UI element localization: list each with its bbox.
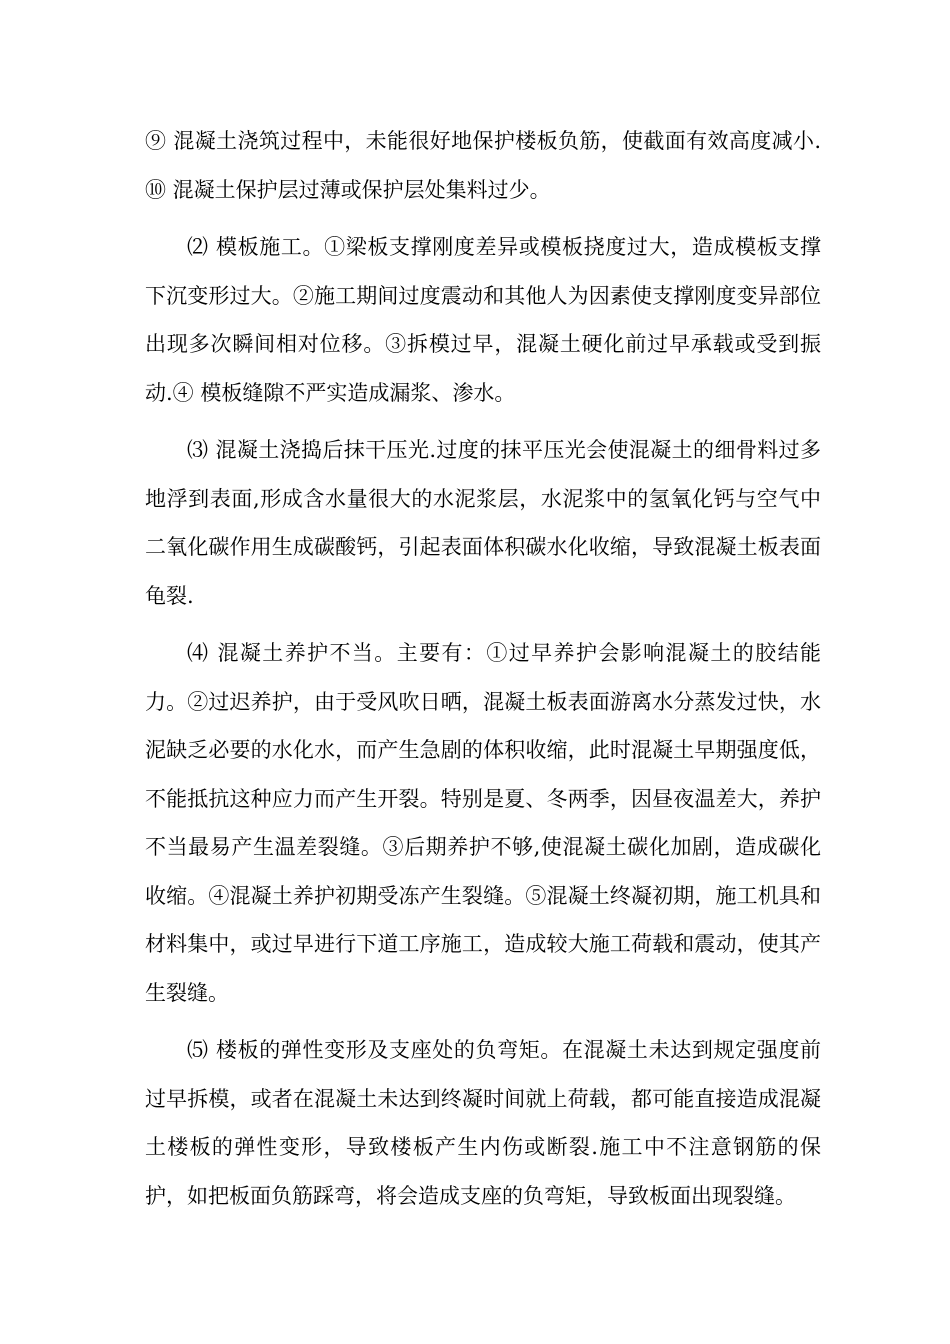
paragraph-elastic-deformation: ⑸ 楼板的弹性变形及支座处的负弯矩。在混凝土未达到规定强度前过早拆模，或者在混凝土未达到终凝时间就上荷载，都可能直接造成混凝土楼板的弹性变形，导致楼板产生内伤或断裂.施工中不注意钢筋的保护，如把板面负筋踩弯，将会造成支座的负弯矩，导致板面出现裂缝。 — [145, 1038, 821, 1208]
paragraph-item-9-10: ⑨ 混凝土浇筑过程中，未能很好地保护楼板负筋，使截面有效高度减小.⑩ 混凝土保护层过薄或保护层处集料过少。 — [145, 129, 821, 202]
paragraph-curing: ⑷ 混凝土养护不当。主要有：①过早养护会影响混凝土的胶结能力。②过迟养护，由于受风吹日晒，混凝土板表面游离水分蒸发过快，水泥缺乏必要的水化水，而产生急剧的体积收缩，此时混凝土早期强度低，不能抵抗这种应力而产生开裂。特别是夏、冬两季，因昼夜温差大，养护不当最易产生温差裂缝。③后期养护不够,使混凝土碳化加剧，造成碳化收缩。④混凝土养护初期受冻产生裂缝。⑤混凝土终凝初期，施工机具和材料集中，或过早进行下道工序施工，造成较大施工荷载和震动，使其产生裂缝。 — [145, 641, 821, 1005]
paragraph-formwork: ⑵ 模板施工。①梁板支撑刚度差异或模板挠度过大，造成模板支撑下沉变形过大。②施工期间过度震动和其他人为因素使支撑刚度变异部位出现多次瞬间相对位移。③拆模过早，混凝土硬化前过早承载或受到振动.④ 模板缝隙不严实造成漏浆、渗水。 — [145, 235, 821, 405]
document-body — [145, 117, 821, 1229]
paragraph-troweling: ⑶ 混凝土浇捣后抹干压光.过度的抹平压光会使混凝土的细骨料过多地浮到表面,形成含水量很大的水泥浆层，水泥浆中的氢氧化钙与空气中二氧化碳作用生成碳酸钙，引起表面体积碳水化收缩，导致混凝土板表面龟裂. — [145, 438, 821, 608]
